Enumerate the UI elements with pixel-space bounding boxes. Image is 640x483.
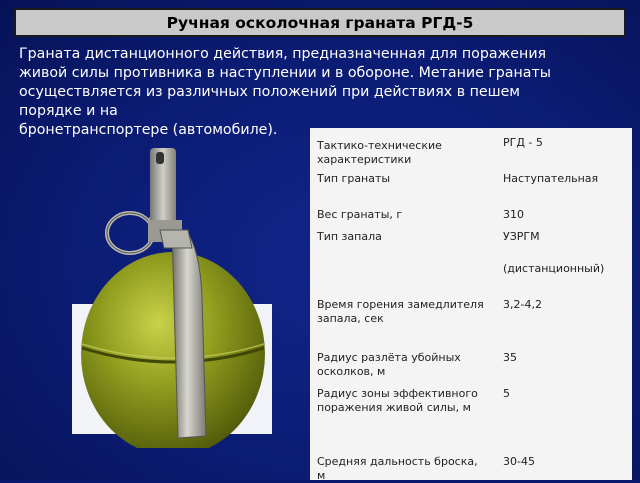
spec-value: 5	[503, 387, 510, 400]
spec-value: УЗРГМ	[503, 230, 540, 243]
spec-label: Время горения замедлителя запала, сек	[317, 298, 484, 325]
spec-label: Тип гранаты	[317, 172, 391, 185]
spec-value: 35	[503, 351, 517, 364]
spec-label: Радиус разлёта убойных осколков, м	[317, 351, 461, 378]
spec-label: Вес гранаты, г	[317, 208, 403, 221]
intro-line: осуществляется из различных положений при действиях в пешем	[19, 84, 520, 100]
spec-value: 310	[503, 208, 524, 221]
spec-label: Тип запала	[317, 230, 382, 243]
intro-line: бронетранспортере (автомобиле).	[19, 122, 278, 138]
specs-header-label: Тактико-технические характеристики	[317, 139, 442, 166]
spec-value: 30-45	[503, 455, 535, 468]
specs-table	[310, 128, 632, 480]
specs-header-value: РГД - 5	[503, 136, 543, 149]
grenade-image	[60, 138, 300, 448]
intro-line: порядке и на	[19, 103, 118, 119]
slide-title-box	[14, 8, 626, 37]
spec-value-note: (дистанционный)	[503, 262, 605, 275]
spec-label: Средняя дальность броска, м	[317, 455, 478, 482]
spec-value: Наступательная	[503, 172, 599, 185]
spec-label: Радиус зоны эффективного поражения живой силы, м	[317, 387, 478, 414]
intro-line: Граната дистанционного действия, предназначенная для поражения	[19, 46, 547, 62]
intro-paragraph	[19, 45, 626, 140]
intro-line: живой силы противника в наступлении и в обороне. Метание гранаты	[19, 65, 551, 81]
spec-value: 3,2-4,2	[503, 298, 542, 311]
slide-title: Ручная осколочная граната РГД-5	[166, 13, 474, 32]
